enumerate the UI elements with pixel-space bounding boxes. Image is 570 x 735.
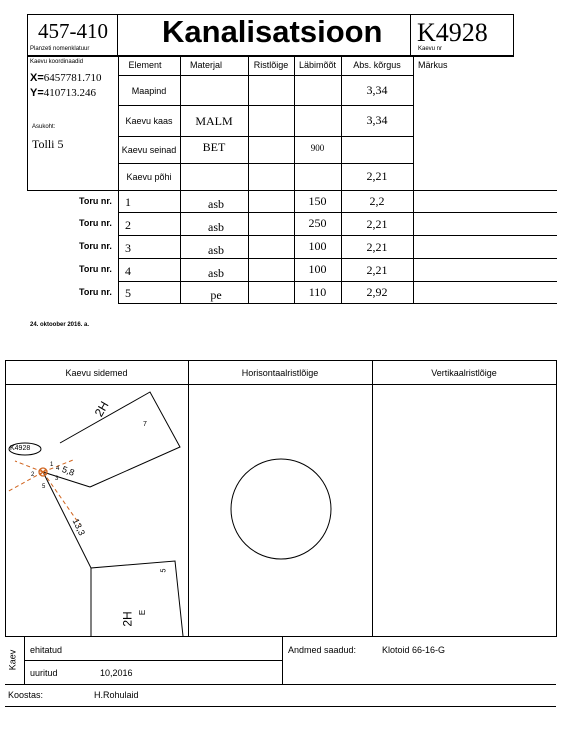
col-header-material: Materjal	[189, 60, 222, 70]
pipe-height: 2,92	[366, 285, 388, 299]
row-material-value: BET	[202, 139, 226, 154]
well-location-sketch	[5, 385, 188, 636]
pipe-height: 2,21	[366, 217, 388, 231]
building-outline	[60, 392, 180, 487]
pipe-height: 2,2	[369, 193, 385, 208]
row-diameter-value: 900	[310, 143, 325, 153]
pipe-height: 2,21	[366, 263, 388, 277]
pipe-nr: 1	[125, 195, 131, 209]
pipe-material: pe	[210, 287, 222, 302]
location-label: Asukoht:	[32, 124, 56, 130]
col-header-diameter: Läbimõõt	[298, 60, 337, 70]
pipe-label: Toru nr.	[79, 218, 112, 228]
pipe-number: 4	[56, 466, 60, 472]
building-label-bottom: 2H	[120, 611, 135, 627]
row-element-label: Kaevu kaas	[125, 116, 173, 126]
pipe-nr: 4	[125, 264, 131, 278]
pipe-label: Toru nr.	[79, 287, 112, 297]
pipe-number: 5	[42, 484, 46, 490]
well-id: K4928	[417, 18, 488, 47]
coord-y	[30, 87, 96, 99]
row-height-value: 3,34	[366, 83, 388, 97]
pipe-diameter: 250	[308, 216, 327, 230]
pipe-number: 2	[31, 472, 35, 478]
pipe-label: Toru nr.	[79, 264, 112, 274]
coord-x-value: 6457781.710	[43, 72, 102, 84]
horizontal-section-title: Horisontaalristlõige	[241, 368, 319, 378]
footer-source-label: Andmed saadud:	[288, 645, 357, 655]
pipe-material: asb	[208, 242, 224, 257]
pipe-material: asb	[208, 196, 224, 211]
vertical-section-title: Vertikaalristlõige	[431, 368, 497, 378]
pipe-nr: 3	[125, 241, 131, 255]
pipe-number: 3	[55, 476, 59, 482]
pipe-label: Toru nr.	[79, 241, 112, 251]
dimension-label: 13,3	[70, 516, 88, 538]
well-horizontal-section	[230, 458, 334, 562]
coord-y-value: 410713.246	[43, 87, 97, 99]
dimension-label: 5,8	[60, 464, 76, 478]
footer-author-value: H.Rohulaid	[94, 690, 139, 700]
document-date: 24. oktoober 2016. a.	[30, 322, 90, 328]
pipe-number: 1	[50, 462, 54, 468]
building-number-bottom: 5	[160, 568, 168, 573]
sketch-title: Kaevu sidemed	[65, 368, 128, 378]
footer-author-label: Koostas:	[8, 690, 44, 700]
col-header-element: Element	[128, 60, 162, 70]
pipe-diameter: 110	[308, 285, 327, 299]
pipe-diameter: 150	[308, 193, 327, 208]
coords-label: Kaevu koordinaadid	[30, 59, 84, 65]
pipe-diameter: 100	[308, 262, 327, 276]
map-sheet-label: Planzeti nomenklatuur	[30, 46, 90, 52]
footer-side-label: Kaev	[7, 649, 18, 671]
building-number-top: 7	[143, 421, 147, 428]
row-height-value: 2,21	[366, 168, 388, 183]
well-id-label: Kaevu nr	[418, 46, 443, 52]
coord-y-prefix: Y=	[30, 87, 44, 99]
sketch-well-label: K4928	[10, 445, 31, 452]
pipe-line	[43, 472, 80, 525]
map-sheet-number: 457-410	[38, 19, 108, 43]
col-header-notes: Märkus	[418, 60, 448, 70]
row-element-label: Kaevu põhi	[126, 172, 172, 182]
pipe-material: asb	[208, 265, 224, 280]
row-element-label: Maapind	[131, 85, 167, 96]
footer-surveyed-label: uuritud	[30, 668, 58, 678]
building-label-top: 2H	[91, 398, 112, 420]
coord-x-prefix: X=	[30, 72, 44, 84]
row-material-value: MALM	[195, 113, 233, 128]
footer-built-label: ehitatud	[30, 645, 63, 655]
pipe-height: 2,21	[366, 240, 388, 254]
row-height-value: 3,34	[366, 112, 388, 127]
pipe-line	[7, 472, 46, 492]
building-outline	[91, 561, 183, 636]
building-label-bottom-sub: E	[138, 609, 148, 616]
pipe-nr: 5	[125, 286, 131, 300]
col-header-cross: Ristlõige	[253, 60, 289, 70]
pipe-diameter: 100	[308, 239, 327, 253]
page-title: Kanalisatsioon	[162, 14, 383, 49]
footer-surveyed-value: 10,2016	[100, 668, 133, 678]
pipe-material: asb	[208, 219, 224, 234]
coord-x	[30, 72, 102, 84]
dimension-line	[43, 472, 91, 568]
footer-source-value: Klotoid 66-16-G	[382, 645, 446, 655]
location-value: Tolli 5	[32, 137, 64, 151]
row-element-label: Kaevu seinad	[121, 145, 177, 155]
pipe-nr: 2	[125, 218, 131, 232]
pipe-label: Toru nr.	[79, 196, 112, 206]
col-header-height: Abs. kõrgus	[353, 60, 401, 70]
